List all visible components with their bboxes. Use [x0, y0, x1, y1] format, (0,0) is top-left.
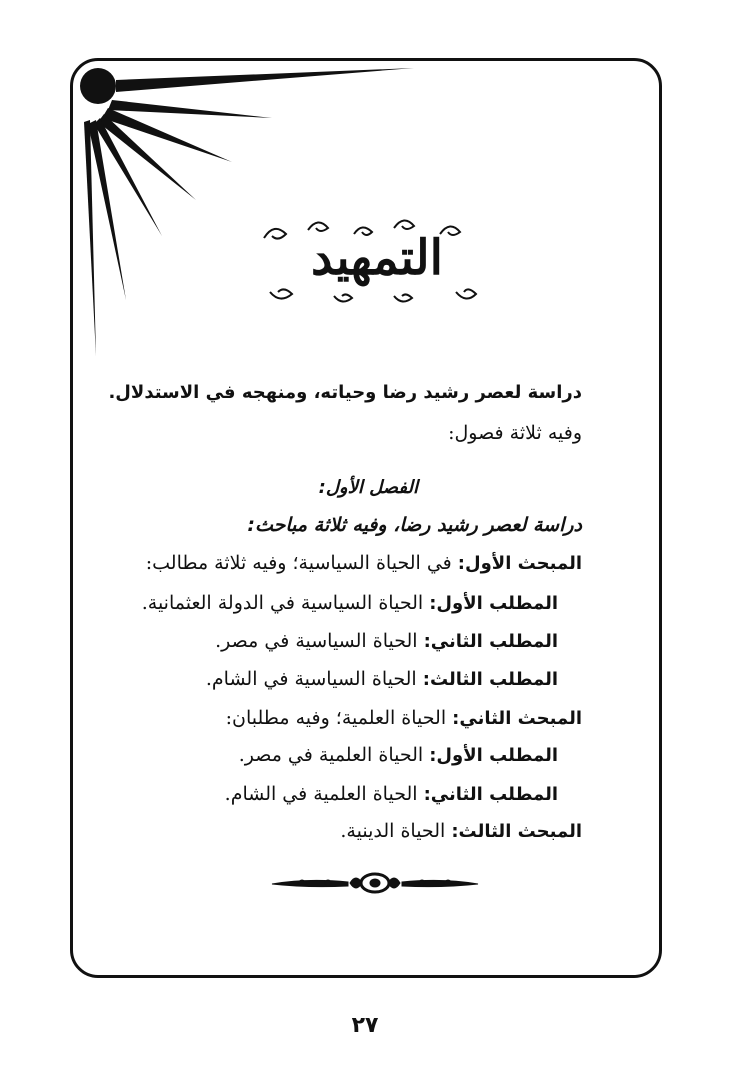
toc-label: المطلب الأول: [429, 745, 558, 766]
toc-entry [340, 818, 582, 845]
chapter-subtitle: دراسة لعصر رشيد رضا، وفيه ثلاثة مباحث: [247, 514, 582, 536]
toc-label: المطلب الأول: [429, 593, 558, 614]
divider-ornament-icon [268, 868, 482, 898]
toc-text: الحياة العلمية في مصر. [238, 744, 430, 766]
chapter-title: الفصل الأول: [318, 477, 418, 498]
toc-label: المطلب الثالث: [422, 669, 558, 690]
page-number: ٢٧ [351, 1013, 379, 1038]
toc-entry [215, 628, 558, 655]
page-title: التمهيد [311, 230, 443, 286]
toc-entry [239, 742, 558, 769]
toc-text: الحياة السياسية في الشام. [205, 668, 423, 690]
toc-text: الحياة الدينية. [340, 820, 452, 842]
intro-line-2: وفيه ثلاثة فصول: [448, 422, 582, 444]
toc-label: المطلب الثاني: [423, 631, 558, 652]
toc-label: المبحث الثاني: [452, 708, 582, 729]
intro-line-1: دراسة لعصر رشيد رضا وحياته، ومنهجه في الاستدلال. [108, 382, 582, 403]
toc-label: المطلب الثاني: [423, 784, 558, 805]
title-calligraphy [244, 208, 510, 310]
toc-text: في الحياة السياسية؛ وفيه ثلاثة مطالب: [145, 552, 458, 574]
toc-text: الحياة العلمية؛ وفيه مطلبان: [225, 707, 453, 729]
toc-entry [146, 550, 582, 577]
toc-entry [226, 705, 582, 732]
toc-entry [225, 781, 558, 808]
toc-text: الحياة العلمية في الشام. [224, 783, 424, 805]
toc-entry [142, 590, 558, 617]
sunburst-decoration-icon [0, 0, 420, 370]
toc-label: المبحث الأول: [457, 553, 582, 574]
toc-label: المبحث الثالث: [451, 821, 582, 842]
toc-text: الحياة السياسية في مصر. [215, 630, 424, 652]
toc-text: الحياة السياسية في الدولة العثمانية. [141, 592, 430, 614]
toc-entry [206, 666, 558, 693]
